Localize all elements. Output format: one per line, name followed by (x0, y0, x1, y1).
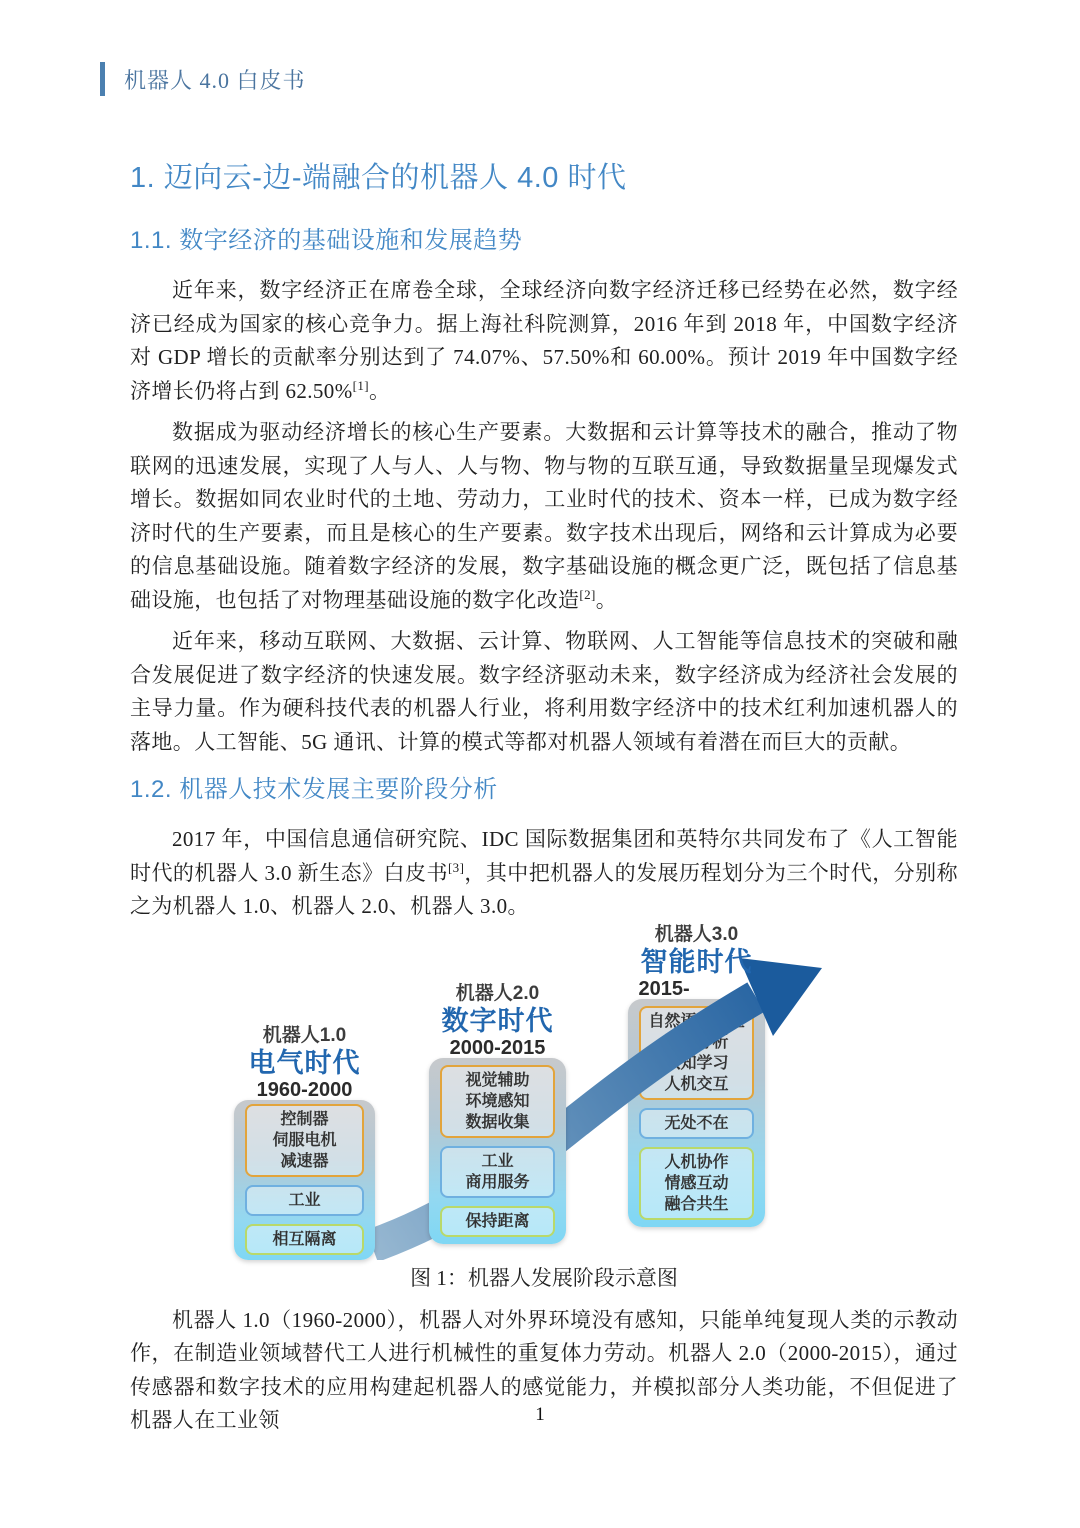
text-run: 近年来，数字经济正在席卷全球，全球经济向数字经济迁移已经势在必然，数字经济已经成为国家的核心竞争力。据上海社科院测算，2016 年到 2018 年，中国数字经济对 GDP 增长的贡献率分别达到了 74.07%、57.50%和 60.00%。预计 2019 年中国数字经济增长仍将占到 62.50% (130, 278, 958, 403)
citation-ref: [3] (447, 859, 465, 875)
document-title: 机器人 4.0 白皮书 (124, 67, 306, 93)
stage-head (388, 982, 608, 1060)
header-accent-bar (100, 62, 105, 96)
stage-title: 机器人1.0 (262, 1024, 347, 1046)
citation-ref: [2] (579, 586, 596, 602)
paragraph-3 (130, 625, 958, 759)
stage-head (195, 1024, 415, 1102)
capability-box: 自然语音处理 数据分析 认知学习 人机交互 (639, 1006, 754, 1100)
text-run: 2017 年，中国信息通信研究院、IDC 国际数据集团和英特尔共同发布了《人工智能时代的机器人 3.0 新生态》白皮书 (130, 827, 958, 885)
stage-head (587, 923, 807, 1001)
capability-box: 视觉辅助 环境感知 数据收集 (440, 1065, 555, 1138)
capability-box: 工业 (245, 1185, 364, 1216)
stage-title: 机器人2.0 (455, 982, 540, 1004)
stage-era: 智能时代 (640, 946, 753, 977)
section-heading-1-2: 1.2. 机器人技术发展主要阶段分析 (130, 776, 498, 803)
stage-card (234, 1100, 375, 1260)
capability-box: 人机协作 情感互动 融合共生 (639, 1147, 754, 1220)
document-header (100, 62, 306, 96)
chapter-heading: 1. 迈向云-边-端融合的机器人 4.0 时代 (130, 162, 627, 194)
figure-caption: 图 1：机器人发展阶段示意图 (410, 1265, 678, 1290)
paragraph-4 (130, 823, 958, 924)
stage-years: 1960-2000 (256, 1078, 353, 1101)
text-run: 数据成为驱动经济增长的核心生产要素。大数据和云计算等技术的融合，推动了物联网的迅速发展，实现了人与人、人与物、物与物的互联互通，导致数据量呈现爆发式增长。数据如同农业时代的土地、劳动力，工业时代的技术、资本一样，已成为数字经济时代的生产要素，而且是核心的生产要素。数字技术出现后，网络和云计算成为必要的信息基础设施。随着数字经济的发展，数字基础设施的概念更广泛，既包括了信息基础设施，也包括了对物理基础设施的数字化改造 (130, 420, 958, 612)
paragraph-1 (130, 274, 958, 408)
stage-years: 2015- (638, 977, 690, 1000)
capability-box: 无处不在 (639, 1108, 754, 1139)
stage-card (429, 1058, 566, 1244)
figure-stage-1 (234, 1024, 375, 1260)
capability-box: 相互隔离 (245, 1224, 364, 1255)
capability-box: 工业 商用服务 (440, 1146, 555, 1198)
text-run: 。 (368, 378, 391, 403)
section-heading-1-1: 1.1. 数字经济的基础设施和发展趋势 (130, 227, 523, 254)
paragraph-2 (130, 416, 958, 617)
page-number: 1 (535, 1404, 545, 1425)
figure-robot-development-stages (130, 924, 958, 1260)
text-run: 近年来，移动互联网、大数据、云计算、物联网、人工智能等信息技术的突破和融合发展促进了数字经济的快速发展。数字经济驱动未来，数字经济成为经济社会发展的主导力量。作为硬科技代表的机器人行业，将利用数字经济中的技术红利加速机器人的落地。人工智能、5G 通讯、计算的模式等都对机器人领域有着潜在而巨大的贡献。 (130, 629, 958, 754)
text-run: 机器人 1.0（1960-2000），机器人对外界环境没有感知，只能单纯复现人类的示教动作，在制造业领域替代工人进行机械性的重复体力劳动。机器人 2.0（2000-2015），通过传感器和数字技术的应用构建起机器人的感觉能力，并模拟部分人类功能，不但促进了机器人在工业领 (130, 1307, 958, 1432)
text-run: 。 (595, 587, 618, 612)
citation-ref: [1] (352, 377, 369, 393)
content-column (130, 150, 958, 1438)
figure-stage-2 (429, 982, 566, 1244)
stage-years: 2000-2015 (449, 1036, 546, 1059)
capability-box: 保持距离 (440, 1206, 555, 1237)
stage-era: 数字时代 (441, 1005, 554, 1036)
stage-title: 机器人3.0 (654, 923, 739, 945)
text-run: ，其中把机器人的发展历程划分为三个时代，分别称之为机器人 1.0、机器人 2.0、机器人 3.0。 (130, 860, 958, 918)
stage-era: 电气时代 (248, 1047, 361, 1078)
capability-box: 控制器 伺服电机 减速器 (245, 1104, 364, 1177)
